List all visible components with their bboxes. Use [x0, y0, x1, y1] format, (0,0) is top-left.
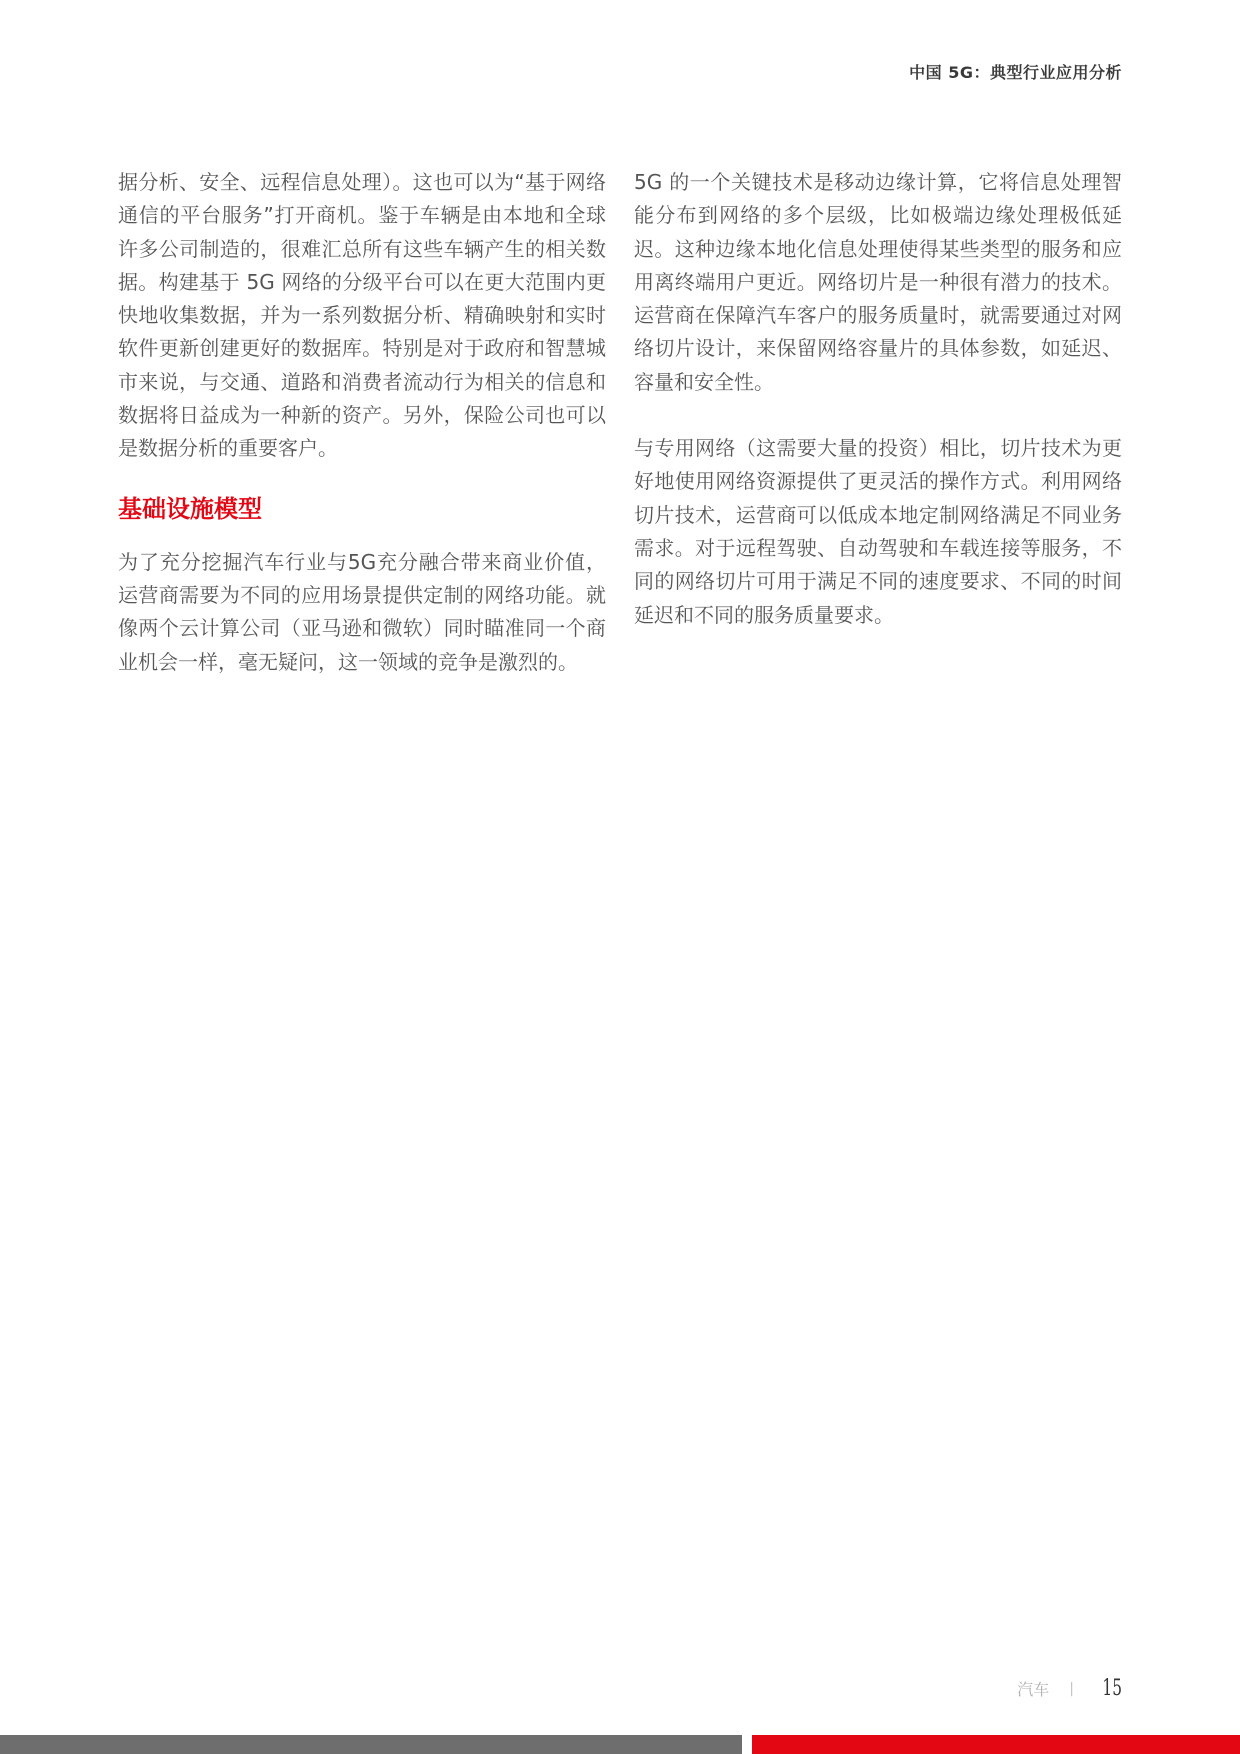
page-footer — [1017, 1676, 1122, 1701]
footer-bar-gray — [0, 1735, 742, 1754]
left-paragraph-2: 为了充分挖掘汽车行业与5G充分融合带来商业价值，运营商需要为不同的应用场景提供定制的网络功能。就像两个云计算公司（亚马逊和微软）同时瞄准同一个商业机会一样，毫无疑问，这一领域的竞争是激烈的。 — [118, 549, 606, 674]
footer-bar-red — [752, 1735, 1240, 1754]
right-paragraph-1: 5G 的一个关键技术是移动边缘计算，它将信息处理智能分布到网络的多个层级，比如极端边缘处理极低延迟。这种边缘本地化信息处理使得某些类型的服务和应用离终端用户更近。网络切片是一种很有潜力的技术。运营商在保障汽车客户的服务质量时，就需要通过对网络切片设计，来保留网络容量片的具体参数，如延迟、容量和安全性。 — [634, 170, 1122, 394]
footer-section-label: 汽车 — [1017, 1680, 1050, 1699]
right-column — [634, 166, 1122, 632]
footer-separator: | — [1069, 1680, 1074, 1697]
left-column — [118, 166, 606, 679]
running-header: 中国 5G：典型行业应用分析 — [909, 63, 1122, 82]
section-heading: 基础设施模型 — [118, 494, 262, 523]
left-paragraph-1: 据分析、安全、远程信息处理）。这也可以为“基于网络通信的平台服务”打开商机。鉴于车辆是由本地和全球许多公司制造的，很难汇总所有这些车辆产生的相关数据。构建基于 5G 网络的分级平台可以在更大范围内更快地收集数据，并为一系列数据分析、精确映射和实时软件更新创建更好的数据库。特别是对于政府和智慧城市来说，与交通、道路和消费者流动行为相关的信息和数据将日益成为一种新的资产。另外，保险公司也可以是数据分析的重要客户。 — [118, 170, 606, 461]
page-number: 15 — [1102, 1676, 1122, 1701]
right-paragraph-2: 与专用网络（这需要大量的投资）相比，切片技术为更好地使用网络资源提供了更灵活的操作方式。利用网络切片技术，运营商可以低成本地定制网络满足不同业务需求。对于远程驾驶、自动驾驶和车载连接等服务，不同的网络切片可用于满足不同的速度要求、不同的时间延迟和不同的服务质量要求。 — [634, 436, 1122, 627]
